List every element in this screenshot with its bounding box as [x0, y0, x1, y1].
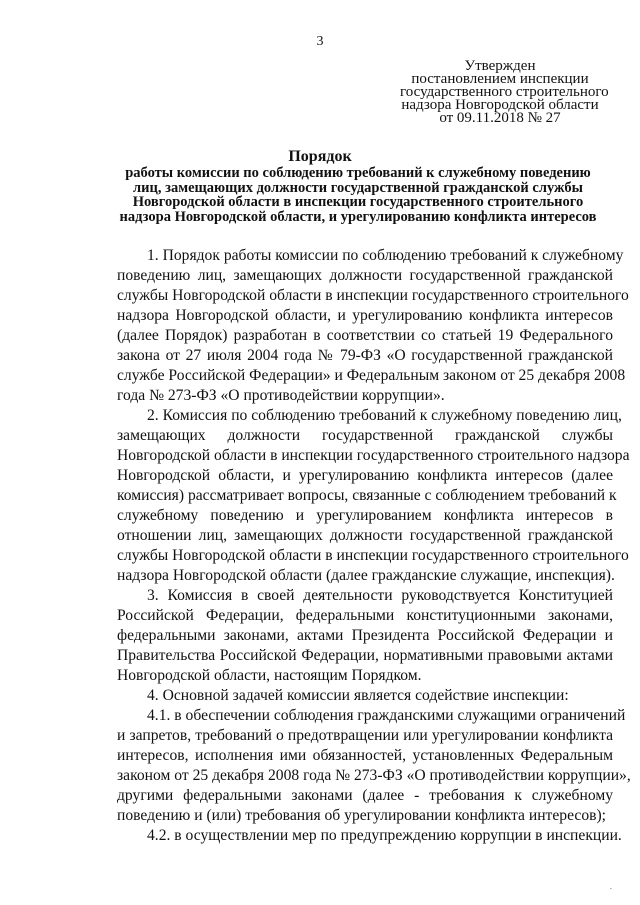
- paragraph-line: и запретов, требований о предотвращении или урегулировании конфликта: [117, 727, 613, 744]
- paragraph-line: службы Новгородской области в инспекции государственного строительного: [117, 287, 629, 304]
- subtitle-line: Новгородской области в инспекции государственного строительного: [132, 194, 584, 210]
- approval-line: постановлением инспекции: [411, 71, 589, 87]
- approval-line: государственного строительного: [400, 84, 609, 100]
- subtitle-line: работы комиссии по соблюдению требований к служебному поведению: [125, 165, 591, 181]
- paragraph: [117, 246, 629, 406]
- paragraph-line: Новгородской области, настоящим Порядком.: [117, 667, 422, 684]
- paragraph-line: надзора Новгородской области, и урегулированию конфликта интересов: [117, 307, 613, 324]
- paragraph: [117, 826, 622, 846]
- paragraph-line: отношении лиц, замещающих должности государственной гражданской: [117, 527, 613, 544]
- document-body: [117, 246, 631, 846]
- paragraph-line: надзора Новгородской области (далее гражданские служащие, инспекция).: [117, 567, 615, 584]
- paragraph: [117, 686, 613, 706]
- paragraph-line: службы Новгородской области в инспекции государственного строительного: [117, 547, 629, 564]
- approval-stamp: [400, 58, 609, 126]
- paragraph-line: 4. Основной задачей комиссии является содействие инспекции:: [147, 687, 569, 704]
- approval-line: Утвержден: [464, 58, 536, 74]
- paragraph-line: 4.1. в обеспечении соблюдения гражданскими служащими ограничений: [147, 707, 626, 724]
- paragraph-line: года № 273-ФЗ «О противодействии коррупции».: [117, 387, 445, 404]
- paragraph-line: 2. Комиссия по соблюдению требований к служебному поведению лиц,: [147, 407, 622, 424]
- paragraph-line: Новгородской области, и урегулированию конфликта интересов (далее: [117, 467, 613, 484]
- page-number: 3: [316, 34, 324, 49]
- paragraph-line: комиссия) рассматривает вопросы, связанные с соблюдением требований к: [117, 487, 617, 504]
- paragraph-line: поведению и (или) требования об урегулировании конфликта интересов);: [117, 807, 607, 824]
- paragraph-line: служебному поведению и урегулированием конфликта интересов в: [117, 507, 613, 524]
- paragraph-line: замещающих должности государственной гражданской службы: [117, 427, 613, 444]
- approval-line: надзора Новгородской области: [401, 97, 599, 113]
- approval-line: от 09.11.2018 № 27: [439, 110, 561, 126]
- paragraph-line: 1. Порядок работы комиссии по соблюдению требований к служебному: [147, 247, 624, 264]
- paragraph-line: 4.2. в осуществлении мер по предупреждению коррупции в инспекции.: [147, 827, 622, 844]
- paragraph-line: Правительства Российской Федерации, нормативными правовыми актами: [117, 647, 613, 664]
- paragraph: [117, 406, 630, 586]
- document-subtitle: [98, 166, 618, 224]
- paragraph-line: законом от 25 декабря 2008 года № 273-ФЗ «О противодействии коррупции»,: [117, 767, 631, 784]
- paragraph-line: Новгородской области в инспекции государственного строительного надзора: [117, 447, 630, 464]
- paragraph: [117, 586, 613, 686]
- subtitle-line: надзора Новгородской области, и урегулированию конфликта интересов: [119, 208, 597, 225]
- subtitle-line: лиц, замещающих должности государственной гражданской службы: [133, 179, 583, 196]
- paragraph-line: Российской Федерации, федеральными конституционными законами,: [117, 607, 613, 624]
- paragraph-line: 3. Комиссия в своей деятельности руководствуется Конституцией: [147, 587, 613, 604]
- paragraph-line: поведению лиц, замещающих должности государственной гражданской: [117, 267, 613, 284]
- paragraph-line: федеральными законами, актами Президента Российской Федерации и: [117, 627, 613, 644]
- paragraph: [117, 706, 631, 826]
- paragraph-line: закона от 27 июля 2004 года № 79-ФЗ «О государственной гражданской: [117, 347, 613, 364]
- document-title: Порядок: [288, 148, 352, 165]
- paragraph-line: службе Российской Федерации» и Федеральным законом от 25 декабря 2008: [117, 367, 626, 384]
- paragraph-line: интересов, исполнения ими обязанностей, установленных Федеральным: [117, 747, 613, 764]
- paragraph-line: (далее Порядок) разработан в соответствии со статьей 19 Федерального: [117, 327, 613, 344]
- corner-mark: .: [609, 881, 612, 891]
- paragraph-line: другими федеральными законами (далее - требования к служебному: [117, 787, 613, 804]
